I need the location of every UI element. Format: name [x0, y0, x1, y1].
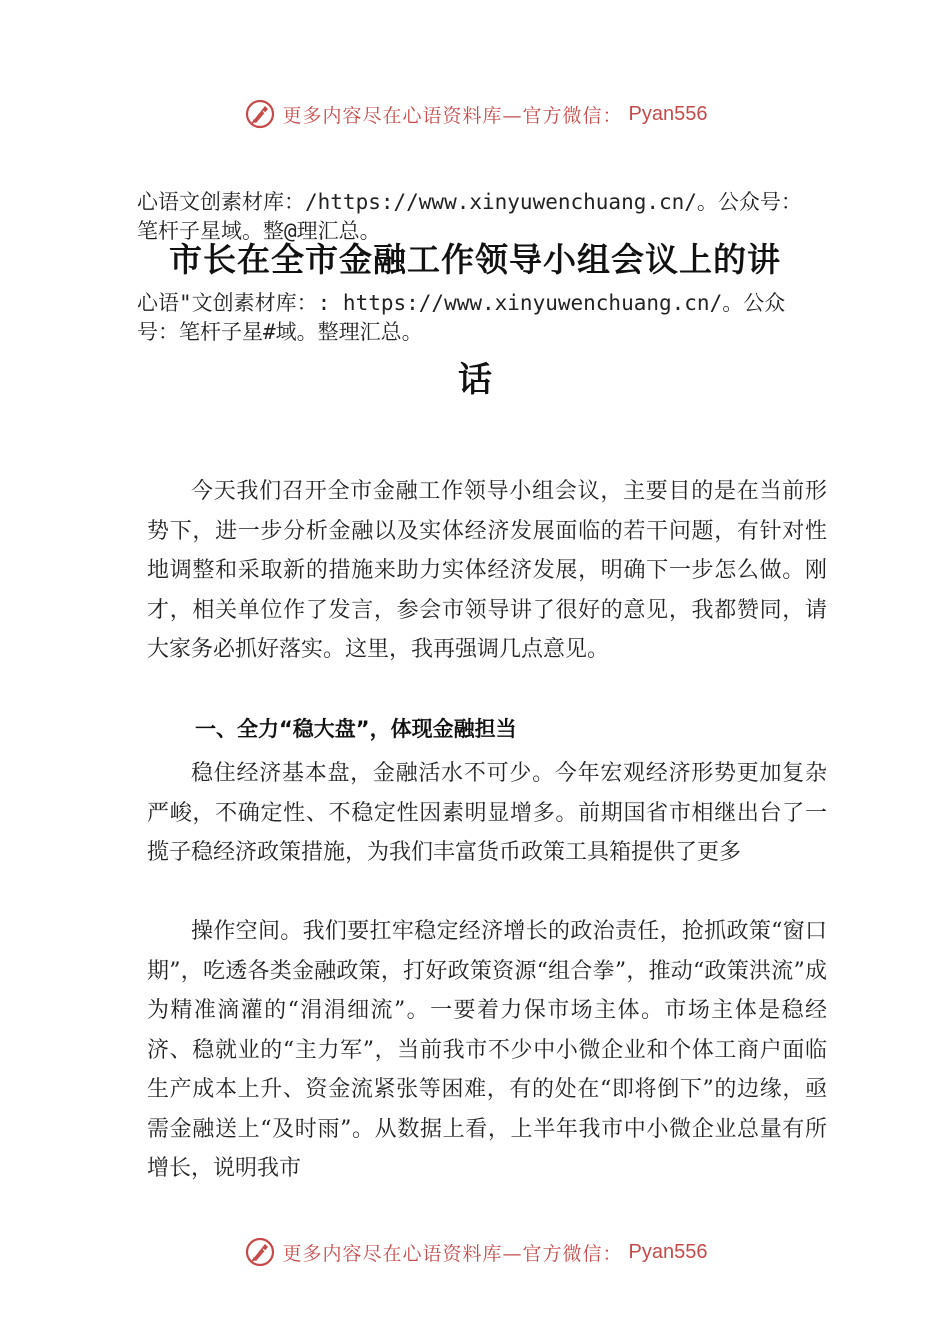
watermark-line: 号：笔杆子星#域。整理汇总。	[137, 320, 423, 344]
page-title-continuation: 话	[458, 360, 492, 400]
banner-slogan: 更多内容尽在心语资料库—官方微信：	[282, 1242, 623, 1265]
header-banner	[0, 94, 950, 134]
body-paragraph: 稳住经济基本盘，金融活水不可少。今年宏观经济形势更加复杂严峻，不确定性、不稳定性因素明显增多。前期国省市相继出台了一揽子稳经济政策措施，为我们丰富货币政策工具箱提供了更多	[147, 761, 827, 865]
footer-banner	[0, 1232, 950, 1272]
page-title: 市长在全市金融工作领导小组会议上的讲	[169, 240, 781, 279]
watermark-line: 心语"文创素材库：: https://www.xinyuwenchuang.cn/。公众	[137, 291, 786, 315]
body-paragraph: 操作空间。我们要扛牢稳定经济增长的政治责任，抢抓政策“窗口期”，吃透各类金融政策，打好政策资源“组合拳”，推动“政策洪流”成为精准滴灌的“涓涓细流”。一要着力保市场主体。市场主体是稳经济、稳就业的“主力军”，当前我市不少中小微企业和个体工商户面临生产成本上升、资金流紧张等困难，有的处在“即将倒下”的边缘，亟需金融送上“及时雨”。从数据上看，上半年我市中小微企业总量有所增长，说明我市	[147, 919, 827, 1181]
watermark-line: 心语文创素材库：/https://www.xinyuwenchuang.cn/。公众号：	[137, 190, 802, 214]
pen-nib-logo-icon	[243, 97, 277, 131]
pen-nib-logo-icon	[243, 1235, 277, 1269]
watermark-line: 笔杆子星域。整@理汇总。	[137, 219, 381, 243]
wechat-id: Pyan556	[628, 102, 708, 125]
intro-paragraph: 今天我们召开全市金融工作领导小组会议，主要目的是在当前形势下，进一步分析金融以及实体经济发展面临的若干问题，有针对性地调整和采取新的措施来助力实体经济发展，明确下一步怎么做。刚才，相关单位作了发言，参会市领导讲了很好的意见，我都赞同，请大家务必抓好落实。这里，我再强调几点意见。	[147, 479, 827, 662]
wechat-id: Pyan556	[628, 1240, 708, 1263]
banner-slogan: 更多内容尽在心语资料库—官方微信：	[282, 104, 623, 127]
section-heading: 一、全力“稳大盘”，体现金融担当	[195, 717, 517, 741]
